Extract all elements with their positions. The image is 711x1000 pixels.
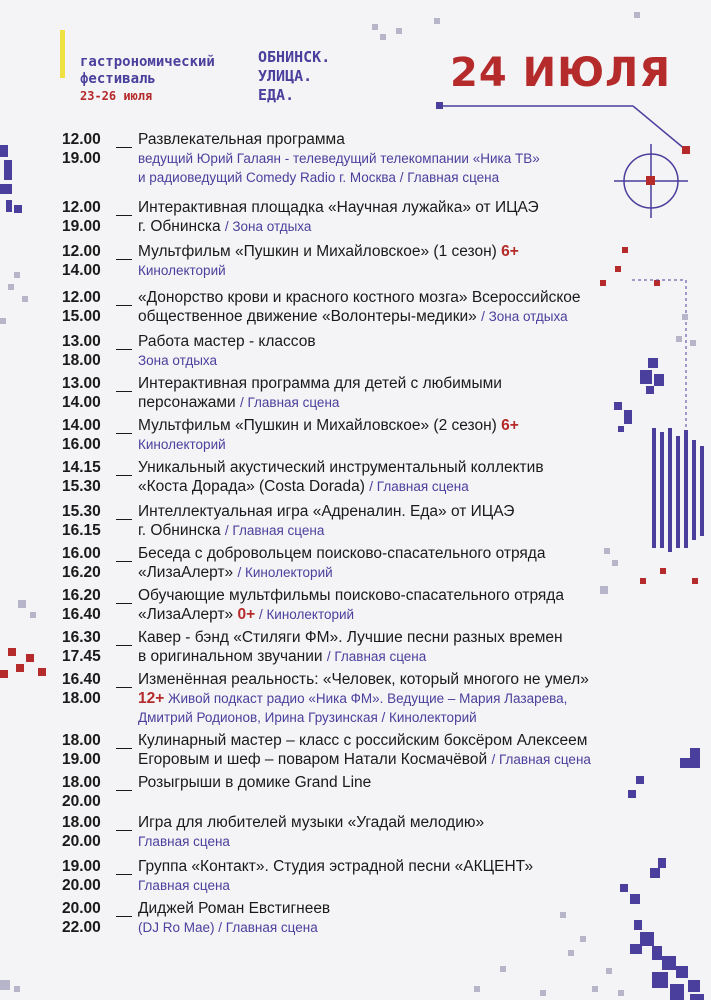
event-description [138,242,702,280]
event-end-time: 15.00 [62,308,101,325]
event-end-time: 16.15 [62,522,101,539]
event-title: Уникальный акустический инструментальный коллектив [138,459,544,476]
event-start-time: 12.00 [62,131,101,148]
event-venue: (DJ Ro Mae) / Главная сцена [138,920,318,935]
event-venue: / Главная сцена [369,479,469,494]
event-time [62,773,114,811]
event-description [138,586,702,624]
event-start-time: 19.00 [62,858,101,875]
event-time [62,130,114,168]
event-end-time: 20.00 [62,793,101,810]
page-title: 24 ИЮЛЯ [450,50,672,96]
schedule-row [62,731,702,769]
event-venue: Главная сцена [138,878,230,893]
event-end-time: 19.00 [62,751,101,768]
schedule-row [62,374,702,412]
event-start-time: 14.15 [62,459,101,476]
schedule-row [62,670,702,727]
event-time [62,198,114,236]
event-end-time: 19.00 [62,218,101,235]
event-venue: / Зона отдыха [224,219,312,234]
event-time [62,544,114,582]
schedule-list [62,130,702,943]
event-title: «ЛизаАлерт» [138,564,238,581]
time-dash [116,773,132,791]
event-description [138,544,702,582]
event-time [62,857,114,895]
event-description [138,374,702,412]
city-slogan-line2: УЛИЦА. [258,67,313,85]
event-time [62,586,114,624]
event-title: в оригинальном звучании [138,648,327,665]
event-title: г. Обнинска [138,522,225,539]
event-end-time: 14.00 [62,262,101,279]
event-description [138,731,702,769]
time-dash [116,899,132,917]
event-time [62,458,114,496]
event-venue: / Кинолекторий [237,565,333,580]
event-title: г. Обнинска [138,218,225,235]
event-title: Интерактивная площадка «Научная лужайка» от ИЦАЭ [138,199,539,216]
event-venue: Кинолекторий [138,437,226,452]
event-start-time: 13.00 [62,333,101,350]
festival-title [80,54,255,105]
event-title: Изменённая реальность: «Человек, который многого не умел» [138,671,589,688]
time-dash [116,502,132,520]
time-dash [116,813,132,831]
schedule-row [62,857,702,895]
event-description [138,899,702,937]
event-description [138,857,702,895]
time-dash [116,242,132,260]
event-time [62,813,114,851]
event-venue: Зона отдыха [138,353,218,368]
schedule-row [62,332,702,370]
event-description [138,458,702,496]
event-venue: / Главная сцена [224,523,325,538]
event-time [62,288,114,326]
schedule-row [62,586,702,624]
event-details: и радиоведущий Comedy Radio г. Москва / Главная сцена [138,170,500,185]
time-dash [116,670,132,688]
schedule-row [62,198,702,236]
event-title: Группа «Контакт». Студия эстрадной песни «АКЦЕНТ» [138,858,534,875]
event-time [62,899,114,937]
event-start-time: 18.00 [62,732,101,749]
event-start-time: 14.00 [62,417,101,434]
event-venue: / Зона отдыха [481,309,568,324]
schedule-row [62,899,702,937]
event-description [138,130,702,187]
event-title: Розыгрыши в домике Grand Line [138,774,372,791]
time-dash [116,586,132,604]
event-title: Беседа с добровольцем поисково-спасательного отряда [138,545,546,562]
event-start-time: 18.00 [62,814,101,831]
event-description [138,773,702,792]
event-details: Живой подкаст радио «Ника ФМ». Ведущие – Мария Лазарева, [164,691,568,706]
schedule-row [62,242,702,280]
schedule-row [62,502,702,540]
event-end-time: 17.45 [62,648,101,665]
event-title: Интерактивная программа для детей с любимыми [138,375,502,392]
time-dash [116,288,132,306]
event-venue: Главная сцена [138,834,230,849]
event-title: «Донорство крови и красного костного мозга» Всероссийское [138,289,581,306]
event-end-time: 16.00 [62,436,101,453]
event-start-time: 16.20 [62,587,101,604]
city-slogan-line3: ЕДА. [258,86,295,104]
time-dash [116,544,132,562]
event-title: Обучающие мультфильмы поисково-спасательного отряда [138,587,564,604]
yellow-accent-bar [60,30,65,78]
festival-dates: 23-26 июля [80,89,153,103]
event-title: Игра для любителей музыки «Угадай мелодию» [138,814,485,831]
event-description [138,628,702,666]
time-dash [116,731,132,749]
event-start-time: 16.30 [62,629,101,646]
event-end-time: 14.00 [62,394,101,411]
event-start-time: 12.00 [62,199,101,216]
event-venue: Кинолекторий [138,263,226,278]
time-dash [116,857,132,875]
event-description [138,670,702,727]
event-details: ведущий Юрий Галаян - телеведущий телекомпании «Ника ТВ» [138,151,540,166]
schedule-row [62,813,702,851]
schedule-row [62,458,702,496]
event-time [62,374,114,412]
event-end-time: 22.00 [62,919,101,936]
time-dash [116,332,132,350]
event-start-time: 13.00 [62,375,101,392]
event-end-time: 20.00 [62,833,101,850]
schedule-row [62,628,702,666]
event-end-time: 16.20 [62,564,101,581]
age-rating-badge: 12+ [138,690,165,707]
event-end-time: 15.30 [62,478,101,495]
event-start-time: 15.30 [62,503,101,520]
time-dash [116,130,132,148]
event-description [138,502,702,540]
city-slogan [258,48,353,105]
event-description [138,288,702,326]
event-title: Мультфильм «Пушкин и Михайловское» (1 сезон) [138,243,502,260]
event-end-time: 16.40 [62,606,101,623]
event-time [62,332,114,370]
event-venue: / Главная сцена [491,752,591,767]
event-time [62,731,114,769]
time-dash [116,416,132,434]
event-end-time: 19.00 [62,150,101,167]
event-end-time: 18.00 [62,690,101,707]
event-time [62,670,114,708]
event-description [138,332,702,370]
time-dash [116,374,132,392]
time-dash [116,198,132,216]
event-title: «ЛизаАлерт» [138,606,238,623]
event-title: Диджей Роман Евстигнеев [138,900,331,917]
event-description [138,198,702,236]
event-venue: / Главная сцена [239,395,340,410]
schedule-row [62,130,702,187]
event-end-time: 18.00 [62,352,101,369]
city-slogan-line1: ОБНИНСК. [258,48,331,66]
event-title: персонажами [138,394,240,411]
festival-title-line2: фестиваль [80,71,156,87]
schedule-row [62,288,702,326]
event-time [62,502,114,540]
festival-title-line1: гастрономический [80,54,215,70]
schedule-row [62,416,702,454]
time-dash [116,458,132,476]
age-rating-badge: 6+ [501,417,519,434]
age-rating-badge: 0+ [237,606,256,623]
event-title: Егоровым и шеф – поваром Натали Космачёвой [138,751,492,768]
event-end-time: 20.00 [62,877,101,894]
event-time [62,628,114,666]
event-description [138,416,702,454]
event-title: Кавер - бэнд «Стиляги ФМ». Лучшие песни разных времен [138,629,563,646]
event-title: «Коста Дорада» (Costa Dorada) [138,478,370,495]
event-start-time: 18.00 [62,774,101,791]
event-title: Развлекательная программа [138,131,345,148]
event-title: Интеллектуальная игра «Адреналин. Еда» от ИЦАЭ [138,503,515,520]
time-dash [116,628,132,646]
event-time [62,242,114,280]
event-start-time: 12.00 [62,289,101,306]
event-title: Работа мастер - классов [138,333,316,350]
event-venue: / Главная сцена [326,649,427,664]
event-description [138,813,702,851]
event-start-time: 20.00 [62,900,101,917]
event-start-time: 16.00 [62,545,101,562]
schedule-row [62,544,702,582]
event-title: Кулинарный мастер – класс с российским боксёром Алексеем [138,732,588,749]
event-venue: / Кинолекторий [255,607,355,622]
event-start-time: 12.00 [62,243,101,260]
schedule-row [62,773,702,811]
event-title: общественное движение «Волонтеры-медики» [138,308,482,325]
event-details: Дмитрий Родионов, Ирина Грузинская / Кинолекторий [138,710,477,725]
event-title: Мультфильм «Пушкин и Михайловское» (2 сезон) [138,417,502,434]
age-rating-badge: 6+ [501,243,519,260]
event-time [62,416,114,454]
event-start-time: 16.40 [62,671,101,688]
